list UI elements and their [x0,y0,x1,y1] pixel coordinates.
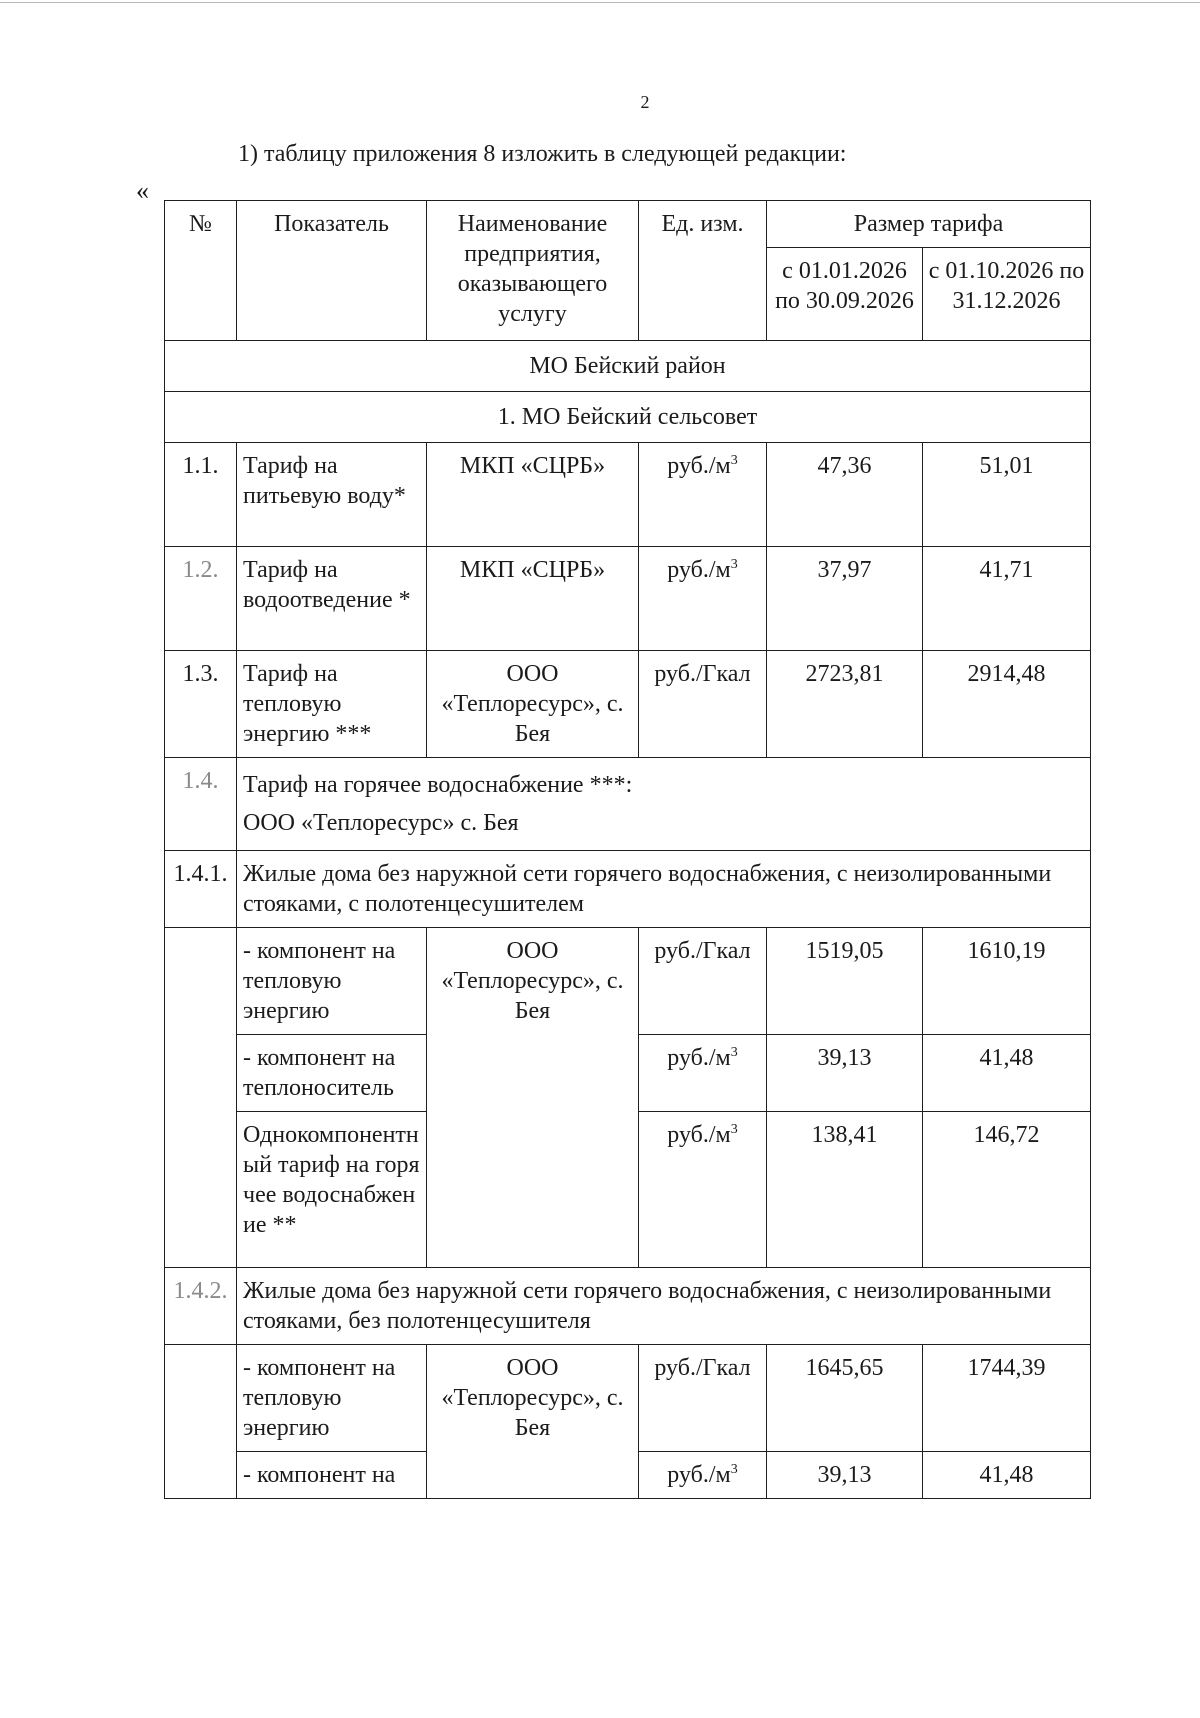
row-value-period-2: 41,48 [923,1452,1091,1499]
row-unit: руб./Гкал [639,1345,767,1452]
header-num: № [165,201,237,341]
group-number-empty [165,928,237,1268]
row-enterprise: МКП «СЦРБ» [427,443,639,547]
row-unit: $руб./м^3$ [639,1452,767,1499]
row-unit: $руб./м^3$ [639,547,767,651]
table-row [165,443,1091,547]
group-number: 1.4.2. [165,1268,237,1345]
tariff-table [164,200,1091,1499]
table-row [165,928,1091,1035]
row-value-period-2: 51,01 [923,443,1091,547]
hws-organization: ООО «Теплоресурс» с. Бея [243,810,519,836]
hws-title: Тариф на горячее водоснабжение ***: [243,772,633,798]
row-indicator: - компонент на тепловую энергию [237,1345,427,1452]
row-value-period-2: 41,48 [923,1035,1091,1112]
row-value-period-2: 41,71 [923,547,1091,651]
row-value-period-1: 39,13 [767,1035,923,1112]
group-header-row [165,1268,1091,1345]
group-header-row [165,851,1091,928]
group-enterprise: ООО «Теплоресурс», с. Бея [427,928,639,1268]
row-value-period-1: 2723,81 [767,651,923,758]
opening-quote-mark: « [136,176,149,205]
row-enterprise: МКП «СЦРБ» [427,547,639,651]
row-unit: $руб./м^3$ [639,443,767,547]
row-indicator: - компонент на теплоноситель [237,1035,427,1112]
hws-title-cell [237,758,1091,851]
row-enterprise: ООО «Теплоресурс», с. Бея [427,651,639,758]
row-value-period-1: 1519,05 [767,928,923,1035]
row-unit: руб./Гкал [639,651,767,758]
row-number: 1.1. [165,443,237,547]
row-value-period-2: 1744,39 [923,1345,1091,1452]
group-number-empty [165,1345,237,1499]
row-indicator: - компонент на тепловую энергию [237,928,427,1035]
row-value-period-2: 2914,48 [923,651,1091,758]
row-value-period-1: 138,41 [767,1112,923,1268]
row-unit: $руб./м^3$ [639,1112,767,1268]
intro-text: 1) таблицу приложения 8 изложить в следующей редакции: [238,141,847,167]
header-period-1: с 01.01.2026 по 30.09.2026 [767,248,923,341]
table-row [165,651,1091,758]
row-unit: $руб./м^3$ [639,1035,767,1112]
row-value-period-1: 37,97 [767,547,923,651]
group-title: Жилые дома без наружной сети горячего водоснабжения, с неизолированными стояками, с полотенцесушителем [237,851,1091,928]
group-title: Жилые дома без наружной сети горячего водоснабжения, с неизолированными стояками, без полотенцесушителя [237,1268,1091,1345]
header-unit: Ед. изм. [639,201,767,341]
council-row [165,392,1091,443]
row-indicator: Тариф на питьевую воду* [237,443,427,547]
row-value-period-1: 47,36 [767,443,923,547]
row-indicator: Однокомпонентный тариф на горячее водоснабжение ** [237,1112,427,1268]
row-value-period-2: 1610,19 [923,928,1091,1035]
group-enterprise: ООО «Теплоресурс», с. Бея [427,1345,639,1499]
page-number: 2 [640,92,650,112]
page-top-border [0,2,1200,3]
row-unit: руб./Гкал [639,928,767,1035]
header-indicator: Показатель [237,201,427,341]
row-value-period-1: 1645,65 [767,1345,923,1452]
header-enterprise: Наименование предприятия, оказывающего услугу [427,201,639,341]
row-indicator: Тариф на тепловую энергию *** [237,651,427,758]
row-indicator: - компонент на [237,1452,427,1499]
district-row [165,341,1091,392]
district-title: МО Бейский район [165,341,1091,392]
table-row [165,547,1091,651]
table-header-row [165,201,1091,248]
group-number: 1.4.1. [165,851,237,928]
hws-header-row [165,758,1091,851]
header-tariff-size: Размер тарифа [767,201,1091,248]
row-value-period-1: 39,13 [767,1452,923,1499]
header-period-2: с 01.10.2026 по 31.12.2026 [923,248,1091,341]
row-value-period-2: 146,72 [923,1112,1091,1268]
council-title: 1. МО Бейский сельсовет [165,392,1091,443]
hws-number: 1.4. [165,758,237,851]
table-row [165,1345,1091,1452]
row-number: 1.2. [165,547,237,651]
row-indicator: Тариф на водоотведение * [237,547,427,651]
row-number: 1.3. [165,651,237,758]
